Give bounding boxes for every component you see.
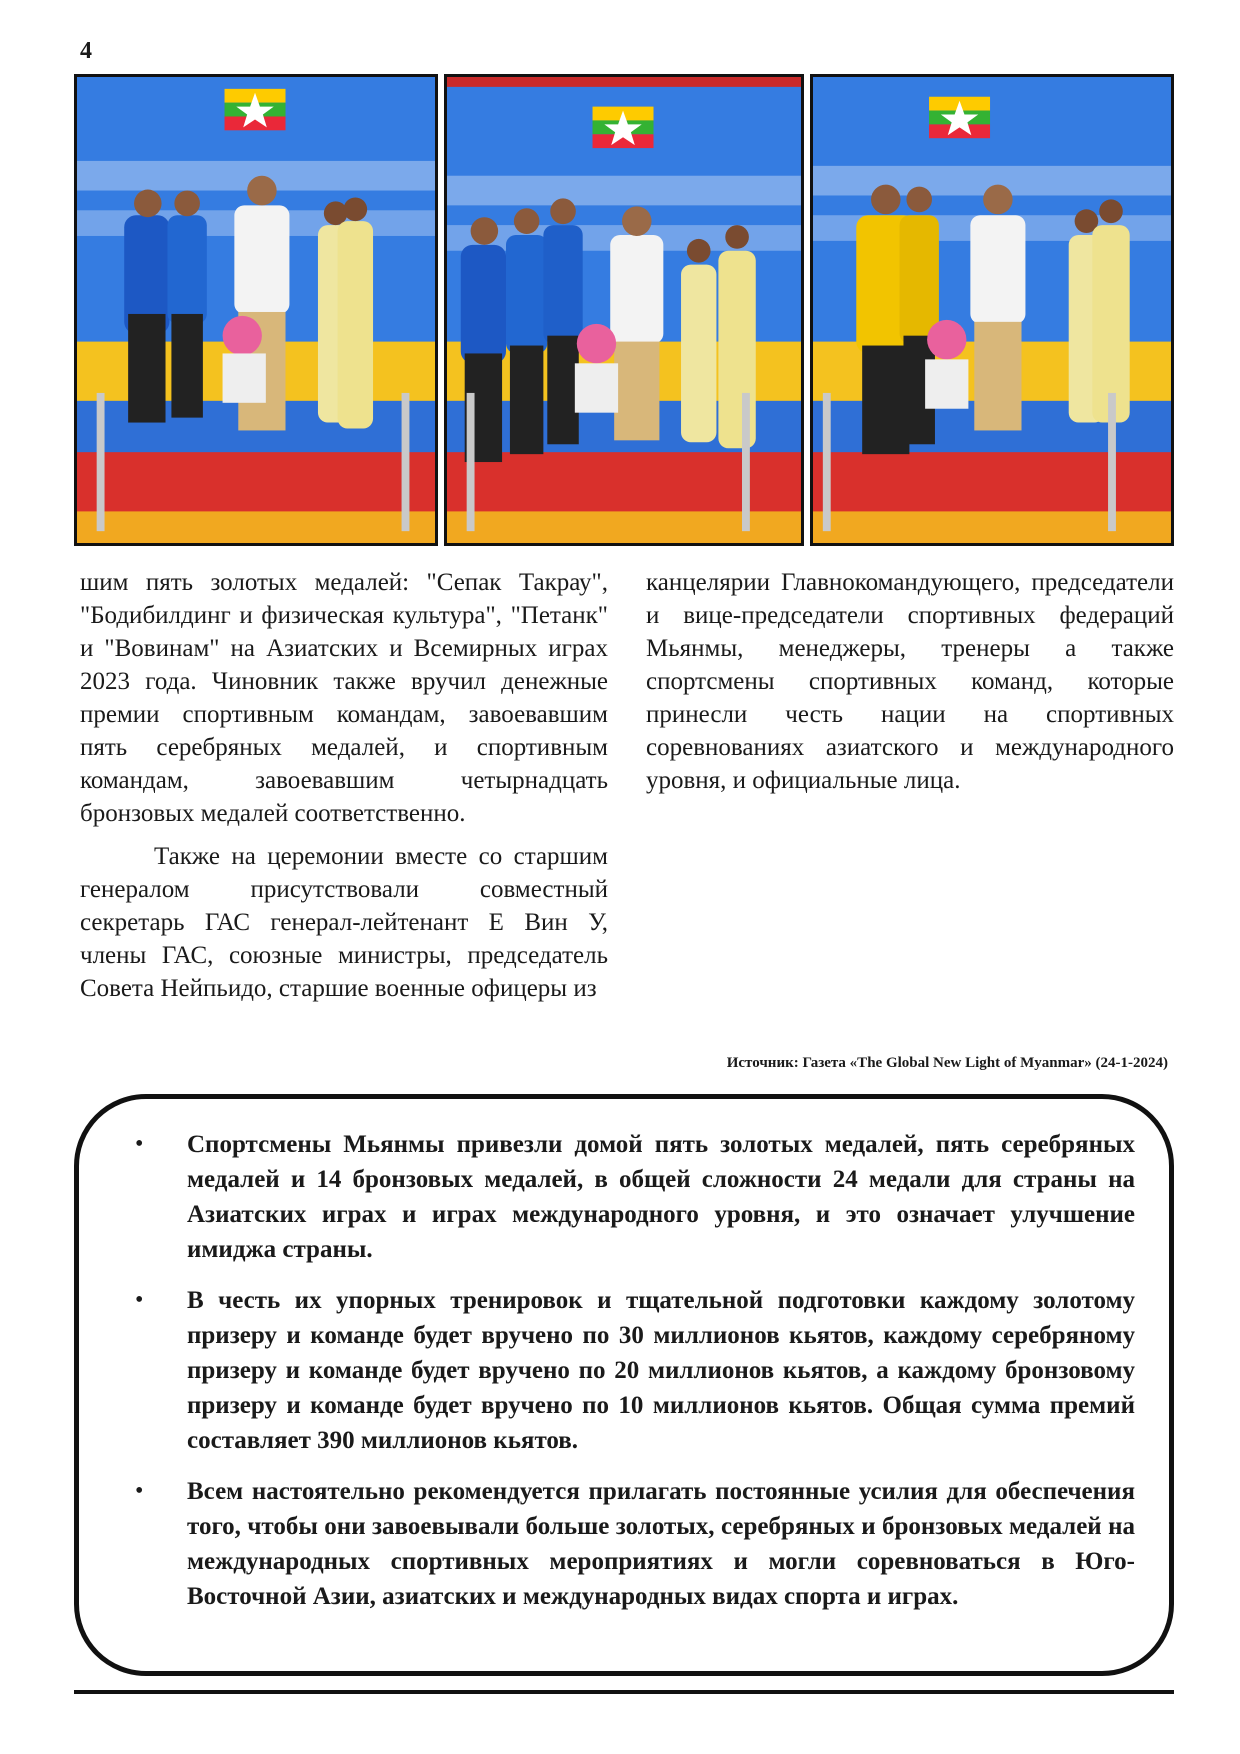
photo-strip [74, 74, 1174, 546]
summary-item [115, 1127, 1135, 1267]
award-photo-1 [74, 74, 438, 546]
bottom-rule [74, 1690, 1174, 1694]
summary-item-text: В честь их упорных тренировок и тщательной подготовки каждому золотому призеру и команде будет вручено по 30 миллионов кьятов, каждому серебряному призеру и команде будет вручено по 20 миллионов кьятов, а каждому бронзовому призеру и команде будет вручено по 10 миллионов кьятов. Общая сумма премий составляет 390 миллионов кьятов. [187, 1287, 1135, 1454]
article-paragraph: Также на церемонии вместе со старшим генералом присутствовали совместный секретарь ГАС генерал-лейтенант Е Вин У, члены ГАС, союзные министры, председатель Совета Нейпьидо, старшие военные офицеры из [80, 843, 608, 1002]
summary-item-text: Спортсмены Мьянмы привезли домой пять золотых медалей, пять серебряных медалей и 14 бронзовых медалей, в общей сложности 24 медали для страны на Азиатских играх и играх международного уровня, и это означает улучшение имиджа страны. [187, 1131, 1135, 1263]
flag-icon [929, 97, 990, 138]
flag-icon [225, 89, 286, 130]
award-photo-2 [444, 74, 804, 546]
summary-box [74, 1094, 1174, 1676]
article-paragraph: шим пять золотых медалей: "Сепак Такрау", "Бодибилдинг и физическая культура", "Петанк" и "Вовинам" на Азиатских и Всемирных играх 2023 года. Чиновник также вручил денежные премии спортивным командам, завоевавшим пять серебряных медалей, и спортивным командам, завоевавшим четырнадцать бронзовых медалей соответственно. [80, 569, 608, 827]
summary-item-text: Всем настоятельно рекомендуется прилагать постоянные усилия для обеспечения того, чтобы они завоевывали больше золотых, серебряных и бронзовых медалей на международных спортивных мероприятиях и могли соревноваться в Юго-Восточной Азии, азиатских и международных видах спорта и играх. [187, 1478, 1135, 1610]
page-number: 4 [80, 38, 92, 64]
bullet-icon: • [135, 1287, 144, 1313]
summary-item [115, 1474, 1135, 1614]
flag-icon [593, 107, 654, 148]
bullet-icon: • [135, 1131, 144, 1157]
award-photo-3 [810, 74, 1174, 546]
article-paragraph: канцелярии Главнокомандующего, председатели и вице-председатели спортивных федераций Мьянмы, менеджеры, тренеры а также спортсмены спортивных команд, которые принесли честь нации на спортивных соревнованиях азиатского и международного уровня, и официальные лица. [646, 569, 1174, 794]
article-left-column [80, 566, 608, 1015]
article-source: Источник: Газета «The Global New Light of Myanmar» (24-1-2024) [726, 1055, 1168, 1071]
article-right-column [646, 566, 1174, 807]
summary-item [115, 1283, 1135, 1458]
bullet-icon: • [135, 1478, 144, 1504]
summary-list [115, 1127, 1135, 1614]
